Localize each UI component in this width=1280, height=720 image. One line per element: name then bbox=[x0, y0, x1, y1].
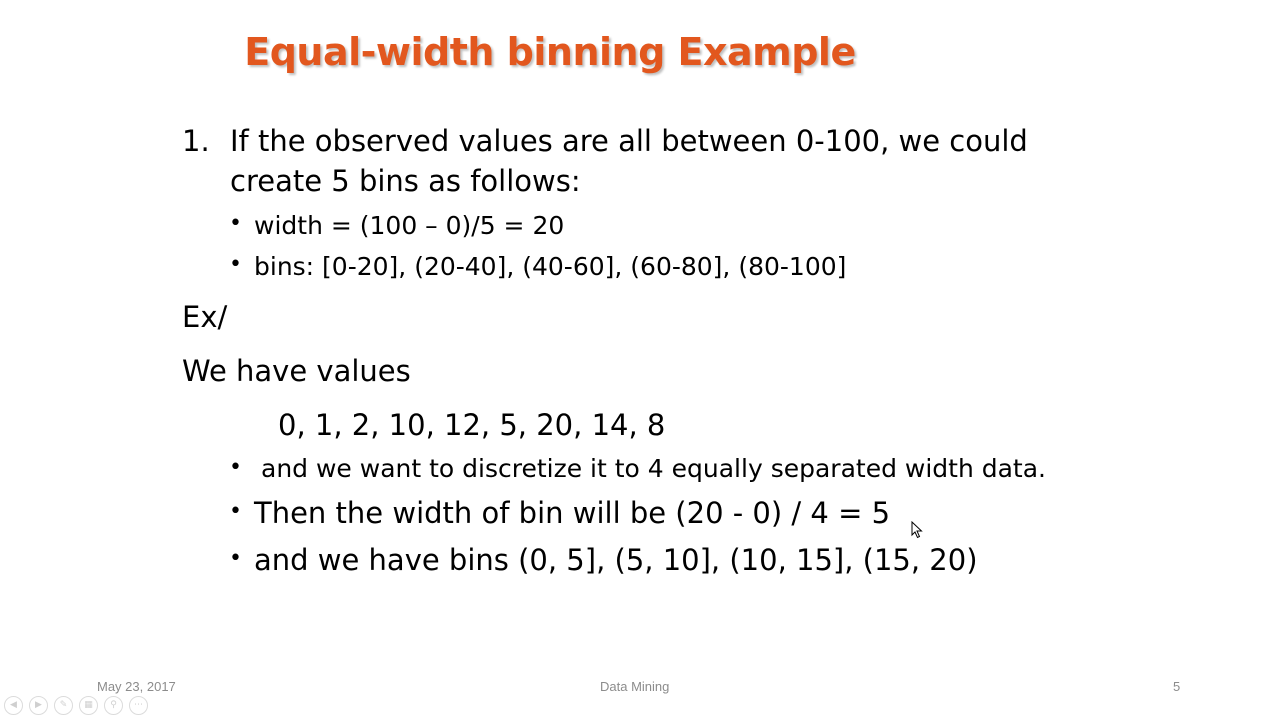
item-number: 1. bbox=[182, 124, 210, 158]
footer-center: Data Mining bbox=[600, 679, 670, 694]
slide-title: Equal-width binning Example bbox=[244, 30, 856, 74]
previous-icon[interactable]: ◀ bbox=[4, 696, 23, 715]
item1-line2: create 5 bins as follows: bbox=[230, 164, 581, 198]
values-intro: We have values bbox=[182, 354, 411, 388]
bullet-bins: bins: [0-20], (20-40], (40-60], (60-80], (80-100] bbox=[254, 252, 847, 281]
slides-icon[interactable]: ▦ bbox=[79, 696, 98, 715]
page-number: 5 bbox=[1173, 679, 1181, 694]
bullet-icon: • bbox=[229, 455, 242, 480]
pen-icon[interactable]: ✎ bbox=[54, 696, 73, 715]
ex-label: Ex/ bbox=[182, 300, 228, 334]
next-icon[interactable]: ▶ bbox=[29, 696, 48, 715]
bullet-width-of-bin: Then the width of bin will be (20 - 0) / 4 = 5 bbox=[254, 496, 891, 530]
more-icon[interactable]: ⋯ bbox=[129, 696, 148, 715]
bullet-icon: • bbox=[229, 546, 242, 571]
bullet-icon: • bbox=[229, 211, 242, 236]
bullet-discretize: and we want to discretize it to 4 equally separated width data. bbox=[261, 454, 1046, 483]
presentation-controls bbox=[4, 696, 148, 715]
values-list: 0, 1, 2, 10, 12, 5, 20, 14, 8 bbox=[278, 408, 666, 442]
bullet-bins-result: and we have bins (0, 5], (5, 10], (10, 15], (15, 20) bbox=[254, 543, 978, 577]
item1-line1: If the observed values are all between 0-100, we could bbox=[230, 124, 1028, 158]
bullet-icon: • bbox=[229, 252, 242, 277]
mouse-cursor-icon bbox=[911, 521, 923, 539]
bullet-width: width = (100 – 0)/5 = 20 bbox=[254, 211, 565, 240]
bullet-icon: • bbox=[229, 499, 242, 524]
footer-date: May 23, 2017 bbox=[97, 679, 176, 694]
zoom-icon[interactable]: ⚲ bbox=[104, 696, 123, 715]
